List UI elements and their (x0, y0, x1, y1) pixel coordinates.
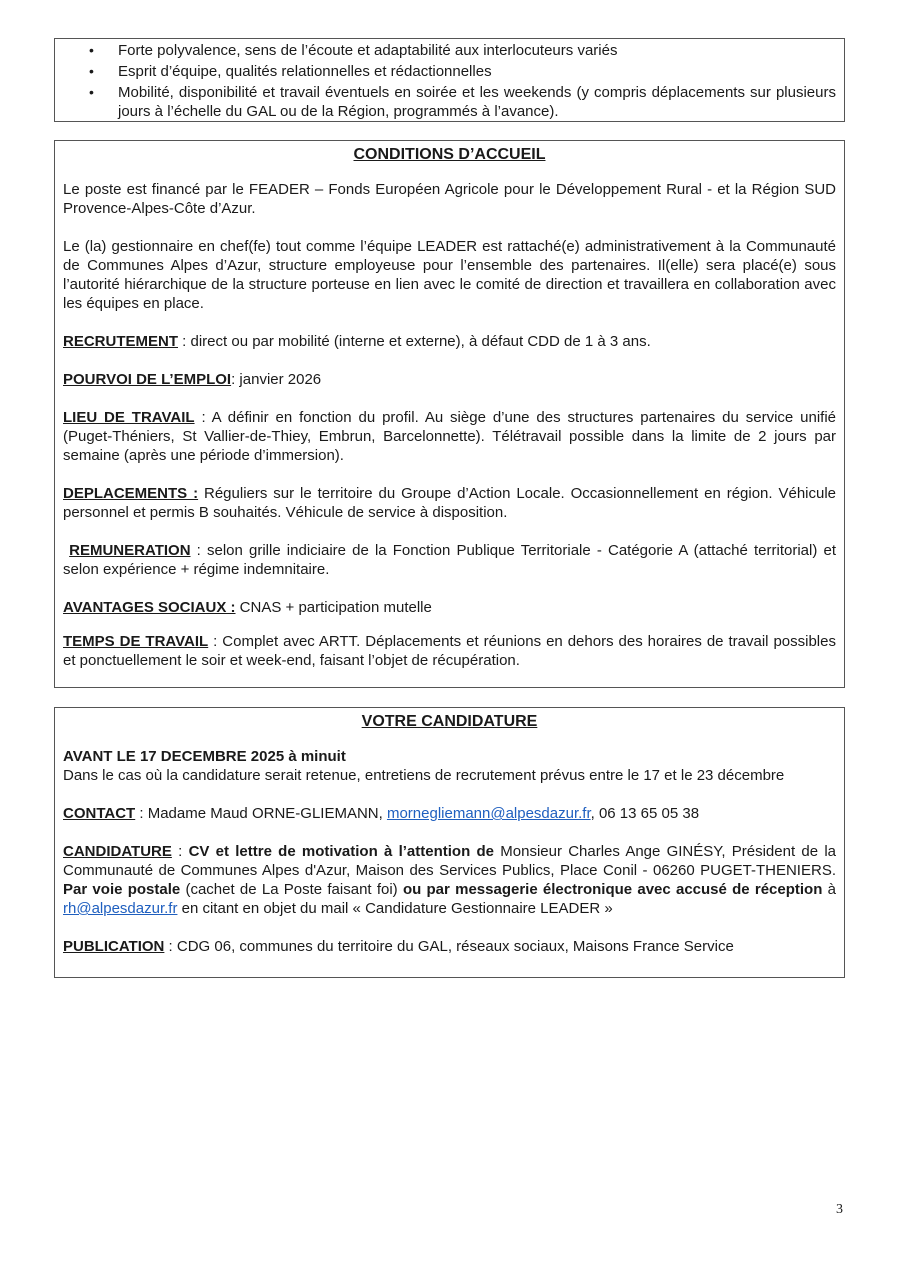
deplacements-text: Réguliers sur le territoire du Groupe d’Action Locale. Occasionnellement en région. Véhicule personnel et permis B souhaités. Véhicule de service à disposition. (63, 485, 837, 521)
temps-label: TEMPS DE TRAVAIL (63, 633, 209, 650)
pourvoi-paragraph (63, 370, 836, 389)
lieu-text: : A définir en fonction du profil. Au siège d’une des structures partenaires du service unifié (Puget-Théniers, St Vallier-de-Thiey, Embrun, Barcelonnette). Télétravail possible dans la limite de 2 jours par semaine (après une période d’immersion). (63, 409, 836, 464)
deplacements-label: DEPLACEMENTS : (63, 485, 199, 502)
contact-label: CONTACT (63, 805, 136, 822)
deadline: AVANT LE 17 DECEMBRE 2025 à minuit (63, 748, 346, 765)
recrutement-paragraph (63, 332, 836, 351)
candidature-text-3: à (822, 881, 836, 898)
temps-text: : Complet avec ARTT. Déplacements et réunions en dehors des horaires de travail possibles et ponctuellement le soir et week-end, faisant l’objet de récupération. (63, 633, 836, 669)
candidature-paragraph (63, 842, 836, 918)
recrutement-label: RECRUTEMENT (63, 333, 178, 350)
list-item (63, 83, 836, 121)
page-number: 3 (836, 1202, 843, 1217)
deplacements-paragraph (63, 484, 836, 522)
rh-email-link[interactable]: rh@alpesdazur.fr (63, 900, 178, 917)
publication-text: : CDG 06, communes du territoire du GAL, réseaux sociaux, Maisons France Service (164, 938, 734, 955)
candidature-box (54, 707, 845, 978)
skill-text: Esprit d’équipe, qualités relationnelles et rédactionnelles (118, 63, 492, 80)
candidature-text-4: en citant en objet du mail « Candidature Gestionnaire LEADER » (177, 900, 613, 917)
recrutement-text: : direct ou par mobilité (interne et externe), à défaut CDD de 1 à 3 ans. (178, 333, 651, 350)
candidature-text-1: Monsieur Charles Ange GINÉSY, Président de la Communauté de Communes Alpes d'Azur, Maison des Services Publics, Place Conil - 06260 PUGET-THENIERS. (63, 843, 836, 879)
list-item (63, 41, 836, 60)
skills-box (54, 38, 845, 122)
candidature-label: CANDIDATURE (63, 843, 172, 860)
avantages-text: CNAS + participation mutelle (235, 599, 432, 616)
candidature-bold-3: ou par messagerie électronique avec accusé de réception (402, 881, 823, 898)
remuneration-label: REMUNERATION (69, 542, 191, 559)
candidature-title: VOTRE CANDIDATURE (361, 713, 538, 730)
contact-text: : Madame Maud ORNE-GLIEMANN, (135, 805, 387, 822)
pourvoi-label: POURVOI DE L’EMPLOI (63, 371, 232, 388)
list-item (63, 62, 836, 81)
remuneration-text: : selon grille indiciaire de la Fonction Publique Territoriale - Catégorie A (attaché territorial) et selon expérience + régime indemnitaire. (63, 542, 836, 578)
conditions-box (54, 140, 845, 688)
candidature-bold-2: Par voie postale (63, 881, 181, 898)
candidature-text-2: (cachet de La Poste faisant foi) (180, 881, 403, 898)
candidature-bold-1: CV et lettre de motivation à l’attention de (188, 843, 495, 860)
avantages-paragraph (63, 598, 836, 617)
lieu-paragraph (63, 408, 836, 465)
publication-paragraph (63, 937, 836, 956)
skill-text: Forte polyvalence, sens de l’écoute et adaptabilité aux interlocuteurs variés (118, 42, 618, 59)
lieu-label: LIEU DE TRAVAIL (63, 409, 195, 426)
conditions-intro-1: Le poste est financé par le FEADER – Fonds Européen Agricole pour le Développement Rural - et la Région SUD Provence-Alpes-Côte d’Azur. (63, 181, 836, 217)
contact-email-link[interactable]: mornegliemann@alpesdazur.fr (386, 805, 591, 822)
deadline-note: Dans le cas où la candidature serait retenue, entretiens de recrutement prévus entre le 17 et le 23 décembre (63, 767, 785, 784)
skill-text: Mobilité, disponibilité et travail éventuels en soirée et les weekends (y compris déplacements sur plusieurs jours à l’échelle du GAL ou de la Région, programmés à l’avance). (118, 84, 836, 120)
bullet-icon: • (89, 42, 94, 58)
avantages-label: AVANTAGES SOCIAUX : (63, 599, 236, 616)
contact-phone: , 06 13 65 05 38 (590, 805, 700, 822)
pourvoi-text: : janvier 2026 (231, 371, 322, 388)
publication-label: PUBLICATION (63, 938, 165, 955)
remuneration-paragraph (63, 541, 836, 579)
conditions-intro-2: Le (la) gestionnaire en chef(fe) tout comme l’équipe LEADER est rattaché(e) administrativement à la Communauté de Communes Alpes d’Azur, structure employeuse pour l’ensemble des partenaires. Il(elle) sera placé(e) sous l’autorité hiérarchique de la structure porteuse en lien avec le comité de direction et travaillera en collaboration avec les équipes en place. (63, 238, 836, 312)
bullet-icon: • (89, 84, 94, 100)
candidature-sep: : (171, 843, 189, 860)
skills-list (63, 41, 836, 121)
contact-paragraph (63, 804, 836, 823)
bullet-icon: • (89, 63, 94, 79)
temps-paragraph (63, 632, 836, 670)
conditions-title: CONDITIONS D’ACCUEIL (353, 146, 546, 163)
